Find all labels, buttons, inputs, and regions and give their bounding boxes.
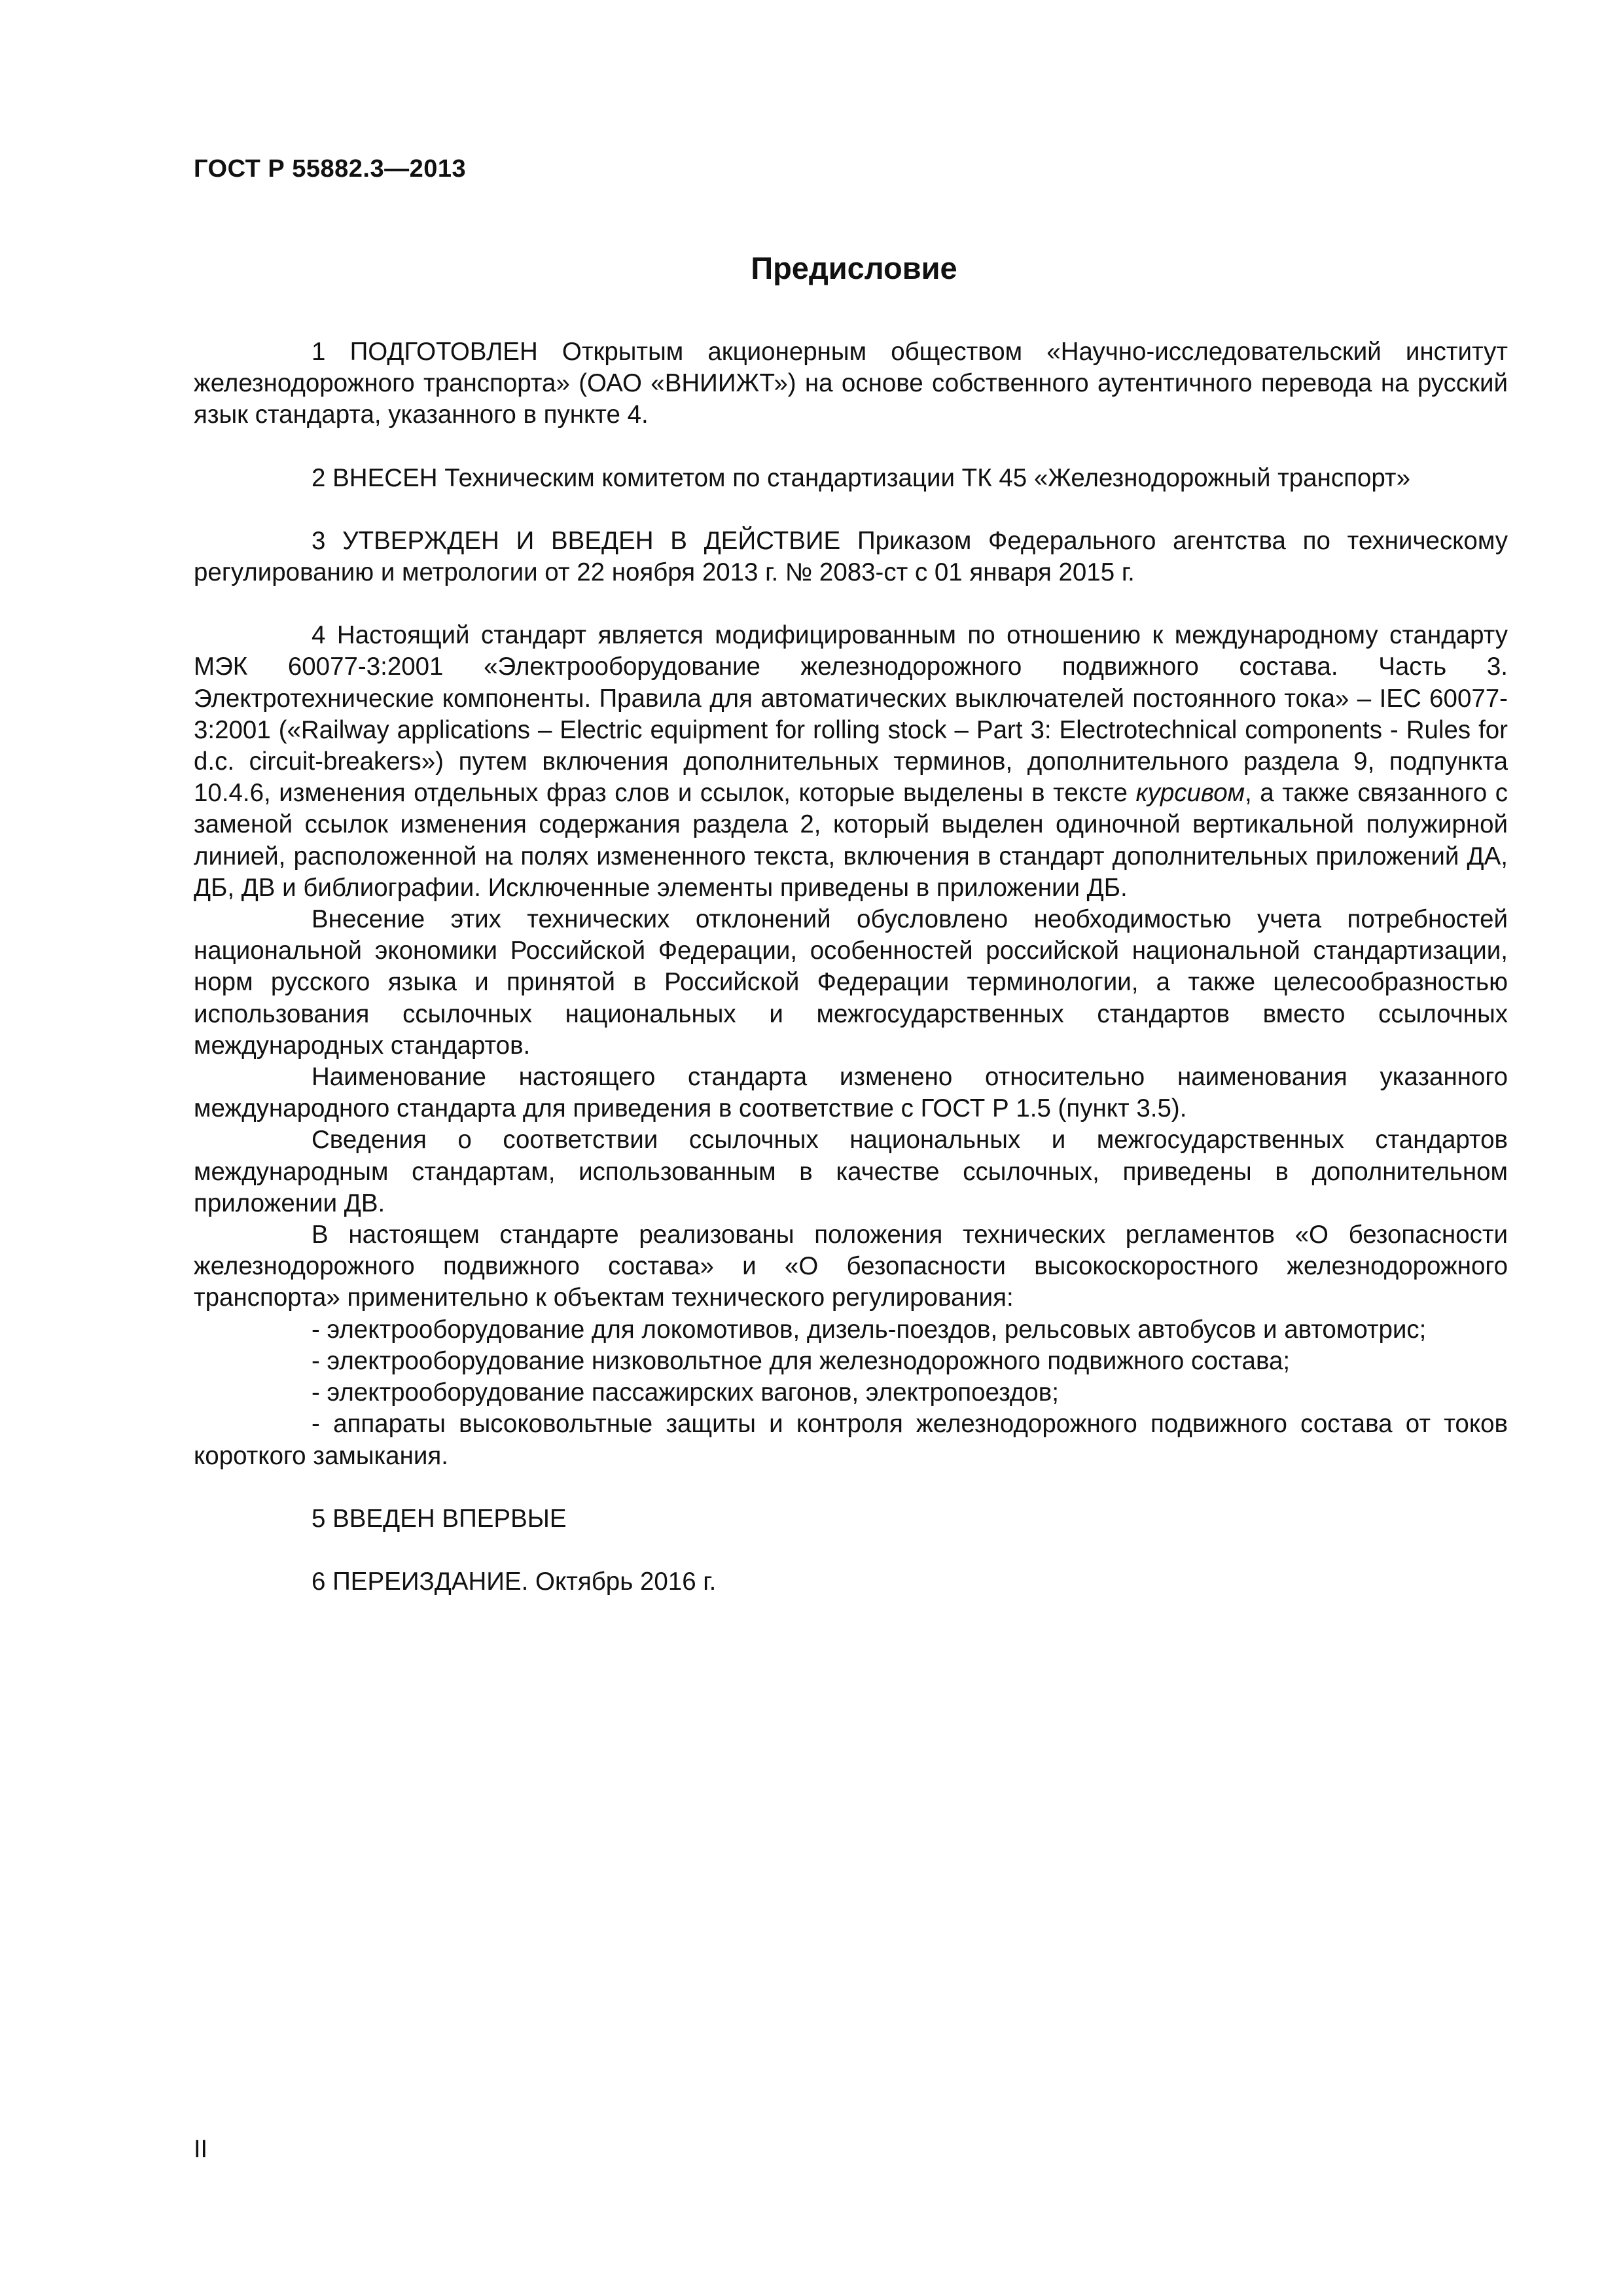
paragraph-3-approved: 3 УТВЕРЖДЕН И ВВЕДЕН В ДЕЙСТВИЕ Приказом Федерального агентства по техническому регулированию и метрологии от 22 ноября 2013 г. № 2083-ст с 01 января 2015 г.	[194, 526, 1508, 587]
italic-word: курсивом	[1135, 779, 1245, 808]
paragraph-references: Сведения о соответствии ссылочных национальных и межгосударственных стандартов международным стандартам, использованным в качестве ссылочных, приведены в дополнительном приложении ДВ.	[194, 1126, 1508, 1217]
list-item: - электрооборудование пассажирских вагонов, электропоездов;	[312, 1378, 1059, 1407]
list-item: - электрооборудование для локомотивов, дизель-поездов, рельсовых автобусов и автомотрис;	[312, 1315, 1427, 1344]
list-item: - аппараты высоковольтные защиты и контроля железнодорожного подвижного состава от токов короткого замыкания.	[194, 1410, 1508, 1470]
paragraph-4-text-start: 4 Настоящий стандарт является модифицированным по отношению к международному стандарту МЭК 60077-3:2001 «Электрооборудование железнодорожного подвижного состава. Часть 3. Электротехнические компоненты. Правила для автоматических выключателей постоянного тока» – IEC 60077-3:2001 («Railway applications – Electric equipment for rolling stock – Part 3: Electrotechnical components - Rules for d.c. circuit-breakers») путем включения дополнительных терминов, дополнительного раздела 9, подпункта 10.4.6, изменения отдельных фраз слов и ссылок, которые выделены в тексте	[194, 621, 1508, 808]
list-item: - электрооборудование низковольтное для железнодорожного подвижного состава;	[312, 1346, 1291, 1375]
paragraph-4-modification	[194, 620, 1508, 904]
paragraph-name-change: Наименование настоящего стандарта изменено относительно наименования указанного международного стандарта для приведения в соответствие с ГОСТ Р 1.5 (пункт 3.5).	[194, 1063, 1508, 1123]
preface-body	[194, 336, 1508, 1598]
paragraph-2-submitted: 2 ВНЕСЕН Техническим комитетом по стандартизации ТК 45 «Железнодорожный транспорт»	[312, 463, 1410, 492]
section-title: Предисловие	[751, 251, 957, 285]
paragraph-5-first-introduced: 5 ВВЕДЕН ВПЕРВЫЕ	[312, 1504, 567, 1533]
paragraph-4-text-end: , а также связанного с заменой ссылок изменения содержания раздела 2, который выделен одиночной вертикальной полужирной линией, расположенной на полях измененного текста, включения в стандарт дополнительных приложений ДА, ДБ, ДВ и библиографии. Исключенные элементы приведены в приложении ДБ.	[194, 779, 1508, 902]
paragraph-deviations: Внесение этих технических отклонений обусловлено необходимостью учета потребностей национальной экономики Российской Федерации, особенностей российской национальной стандартизации, норм русского языка и принятой в Российской Федерации терминологии, а также целесообразностью использования ссылочных национальных и межгосударственных стандартов вместо ссылочных международных стандартов.	[194, 905, 1508, 1060]
paragraph-1-prepared: 1 ПОДГОТОВЛЕН Открытым акционерным обществом «Научно-исследовательский институт железнодорожного транспорта» (ОАО «ВНИИЖТ») на основе собственного аутентичного перевода на русский язык стандарта, указанного в пункте 4.	[194, 338, 1508, 429]
document-number: ГОСТ Р 55882.3—2013	[194, 155, 467, 183]
paragraph-6-reissue: 6 ПЕРЕИЗДАНИЕ. Октябрь 2016 г.	[312, 1567, 717, 1596]
paragraph-regulations: В настоящем стандарте реализованы положения технических регламентов «О безопасности железнодорожного подвижного состава» и «О безопасности высокоскоростного железнодорожного транспорта» применительно к объектам технического регулирования:	[194, 1221, 1508, 1312]
page-number: II	[194, 2136, 208, 2163]
